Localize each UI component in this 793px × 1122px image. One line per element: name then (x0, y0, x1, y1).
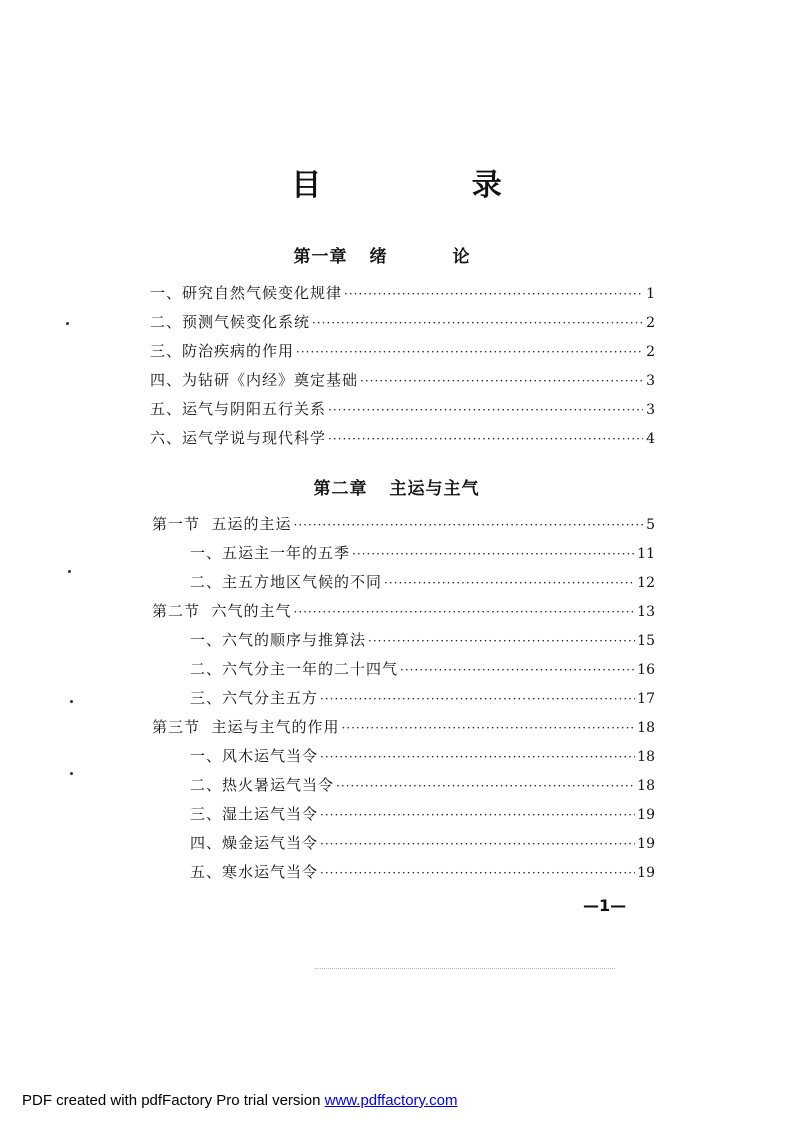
chapter-number: 第二章 (313, 479, 368, 499)
toc-entry-page: 2 (646, 344, 655, 360)
toc-entry[interactable] (190, 832, 655, 854)
toc-entry-page: 11 (637, 546, 655, 562)
toc-entry-page: 4 (646, 431, 655, 447)
toc-entry-label: 二、热火暑运气当令 (190, 776, 335, 794)
leader-dots (368, 634, 635, 648)
toc-entry-label: 第一节 五运的主运 (152, 515, 292, 533)
leader-dots (312, 316, 643, 330)
toc-entry-page: 1 (646, 286, 655, 302)
toc-entry[interactable] (150, 427, 655, 449)
toc-entry-label: 三、防治疾病的作用 (150, 342, 295, 360)
leader-dots (320, 866, 635, 880)
chapter-heading-2 (0, 474, 793, 499)
toc-entry-label: 四、为钻研《内经》奠定基础 (150, 371, 359, 389)
footer-link[interactable]: www.pdffactory.com (324, 1092, 458, 1109)
toc-entry[interactable] (150, 311, 655, 333)
scan-speck (70, 700, 73, 703)
toc-section[interactable] (152, 513, 655, 535)
chapter-name: 主运与主气 (389, 479, 480, 499)
toc-entry-page: 15 (637, 633, 655, 649)
toc-entry-page: 16 (637, 662, 655, 678)
leader-dots (320, 837, 635, 851)
leader-dots (352, 547, 635, 561)
toc-entry[interactable] (190, 745, 655, 767)
toc-section[interactable] (152, 600, 655, 622)
scan-speck (70, 772, 73, 775)
toc-entry[interactable] (190, 542, 655, 564)
toc-entry-label: 第三节 主运与主气的作用 (152, 718, 340, 736)
page-title: 目 录 (291, 168, 572, 203)
toc-entry-label: 一、五运主一年的五季 (190, 544, 351, 562)
toc-entry-label: 三、六气分主五方 (190, 689, 319, 707)
toc-entry-label: 第二节 六气的主气 (152, 602, 292, 620)
toc-entry-page: 13 (637, 604, 655, 620)
leader-dots (320, 692, 635, 706)
toc-entry-page: 3 (646, 373, 655, 389)
leader-dots (320, 750, 635, 764)
leader-dots (336, 779, 635, 793)
toc-entry-label: 二、六气分主一年的二十四气 (190, 660, 399, 678)
toc-entry-label: 四、燥金运气当令 (190, 834, 319, 852)
toc-entry-label: 二、预测气候变化系统 (150, 313, 311, 331)
toc-entry-page: 18 (637, 720, 655, 736)
chapter-heading-1 (0, 242, 793, 267)
toc-entry-page: 2 (646, 315, 655, 331)
toc-entry-label: 三、湿土运气当令 (190, 805, 319, 823)
toc-entry[interactable] (190, 629, 655, 651)
leader-dots (342, 721, 636, 735)
leader-dots (294, 518, 643, 532)
toc-entry[interactable] (190, 687, 655, 709)
toc-entry[interactable] (190, 803, 655, 825)
toc-entry[interactable] (190, 658, 655, 680)
toc-entry-page: 5 (646, 517, 655, 533)
leader-dots (344, 287, 643, 301)
footer-text: PDF created with pdfFactory Pro trial version (22, 1092, 325, 1109)
toc-entry-label: 六、运气学说与现代科学 (150, 429, 327, 447)
toc-entry-label: 二、主五方地区气候的不同 (190, 573, 383, 591)
toc-entry[interactable] (190, 774, 655, 796)
scan-artifact (315, 968, 615, 971)
toc-entry-page: 3 (646, 402, 655, 418)
toc-entry-page: 19 (637, 836, 655, 852)
leader-dots (400, 663, 635, 677)
toc-section[interactable] (152, 716, 655, 738)
chapter-number: 第一章 (293, 247, 348, 267)
toc-entry-label: 五、运气与阴阳五行关系 (150, 400, 327, 418)
toc-entry-page: 17 (637, 691, 655, 707)
toc-entry[interactable] (190, 571, 655, 593)
leader-dots (296, 345, 643, 359)
leader-dots (328, 432, 643, 446)
toc-entry[interactable] (150, 369, 655, 391)
toc-entry-page: 19 (637, 865, 655, 881)
toc-entry[interactable] (150, 282, 655, 304)
toc-entry-page: 19 (637, 807, 655, 823)
page-number: —1— (583, 896, 627, 915)
leader-dots (328, 403, 643, 417)
pdf-footer (22, 1092, 457, 1109)
leader-dots (360, 374, 643, 388)
toc-entry[interactable] (150, 340, 655, 362)
toc-entry-label: 五、寒水运气当令 (190, 863, 319, 881)
scan-speck (66, 322, 69, 325)
toc-entry-label: 一、六气的顺序与推算法 (190, 631, 367, 649)
leader-dots (320, 808, 635, 822)
leader-dots (384, 576, 635, 590)
toc-entry-page: 12 (637, 575, 655, 591)
toc-entry-label: 一、研究自然气候变化规律 (150, 284, 343, 302)
scan-speck (68, 570, 71, 573)
toc-entry-page: 18 (637, 749, 655, 765)
leader-dots (294, 605, 636, 619)
chapter-name: 绪 论 (369, 247, 500, 267)
toc-entry-label: 一、风木运气当令 (190, 747, 319, 765)
toc-entry[interactable] (190, 861, 655, 883)
toc-entry[interactable] (150, 398, 655, 420)
toc-entry-page: 18 (637, 778, 655, 794)
